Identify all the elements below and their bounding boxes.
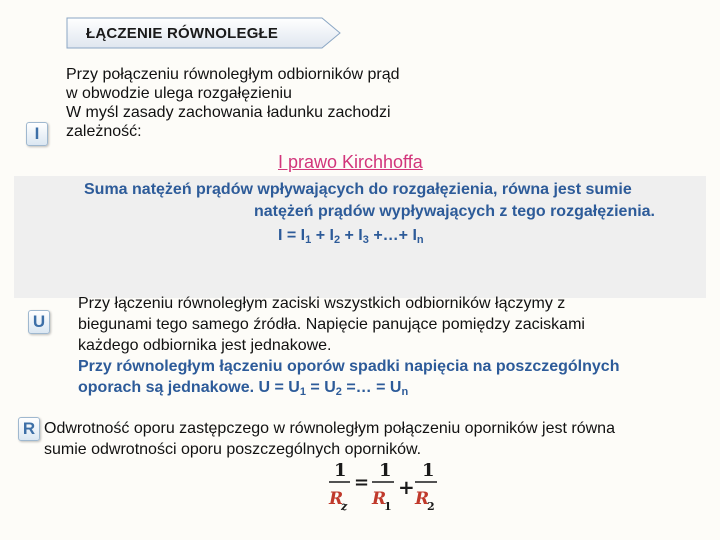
current-equation	[278, 227, 424, 245]
current-icon-label: I	[34, 124, 40, 143]
intro-line: Przy połączeniu równoległym odbiorników prąd	[66, 66, 400, 83]
eq-sub: 2	[333, 234, 341, 246]
formula-rz: R	[329, 489, 344, 509]
formula-r2: R	[415, 489, 430, 509]
voltage-equation	[78, 377, 619, 398]
resistance-text	[44, 418, 615, 460]
voltage-text	[78, 293, 619, 398]
eq-sub: 1	[305, 234, 312, 246]
intro-line: W myśl zasady zachowania ładunku zachodzi	[66, 104, 391, 121]
eq-part: + I	[311, 227, 334, 244]
law-line: natężeń prądów wypływających z tego rozgałęzienia.	[254, 203, 655, 220]
eq-part: = U	[305, 379, 336, 396]
voltage-icon	[28, 310, 50, 334]
formula-sub-2: 2	[427, 500, 435, 513]
resistance-line: sumie odwrotności oporu poszczególnych oporników.	[44, 441, 422, 458]
formula-num-3: 1	[422, 460, 435, 481]
eq-part: +…+ I	[368, 227, 417, 244]
formula-num-1: 1	[334, 460, 347, 481]
intro-text	[66, 65, 400, 141]
formula-svg	[326, 458, 442, 518]
voltage-line-bold: Przy równoległym łączeniu oporów spadki napięcia na poszczególnych	[78, 358, 620, 375]
current-icon	[26, 122, 48, 146]
voltage-line: biegunami tego samego źródła. Napięcie panujące pomiędzy zaciskami	[78, 316, 585, 333]
intro-line: w obwodzie ulega rozgałęzieniu	[66, 85, 292, 102]
eq-sub: n	[416, 234, 424, 246]
title-tab	[66, 17, 334, 49]
eq-sub: 3	[362, 234, 369, 246]
page-title: ŁĄCZENIE RÓWNOLEGŁE	[86, 25, 279, 42]
eq-sub: 2	[335, 386, 342, 398]
voltage-icon-label: U	[32, 312, 46, 331]
formula-r1: R	[372, 489, 387, 509]
resistance-icon	[18, 417, 40, 441]
eq-part: + I	[340, 227, 363, 244]
eq-sub: n	[401, 386, 409, 398]
eq-sub: 1	[299, 386, 306, 398]
resistance-icon-label: R	[22, 419, 36, 438]
resistance-line: Odwrotność oporu zastępczego w równoległym połączeniu oporników jest równa	[44, 420, 615, 437]
resistance-formula	[326, 458, 442, 518]
voltage-line: Przy łączeniu równoległym zaciski wszystkich odbiorników łączymy z	[78, 295, 566, 312]
formula-sub-z: z	[341, 500, 348, 513]
eq-part: I = I	[278, 227, 306, 244]
formula-equals: =	[354, 472, 370, 493]
intro-line: zależność:	[66, 123, 142, 140]
formula-plus: +	[398, 475, 415, 499]
eq-part: =… = U	[341, 379, 402, 396]
eq-part: oporach są jednakowe. U = U	[78, 379, 300, 396]
formula-num-2: 1	[379, 460, 392, 481]
formula-sub-1: 1	[384, 500, 392, 513]
law-line: Suma natężeń prądów wpływających do rozgałęzienia, równa jest sumie	[84, 181, 632, 198]
voltage-line: każdego odbiornika jest jednakowe.	[78, 337, 332, 354]
kirchhoff-law-title: I prawo Kirchhoffa	[278, 152, 423, 172]
